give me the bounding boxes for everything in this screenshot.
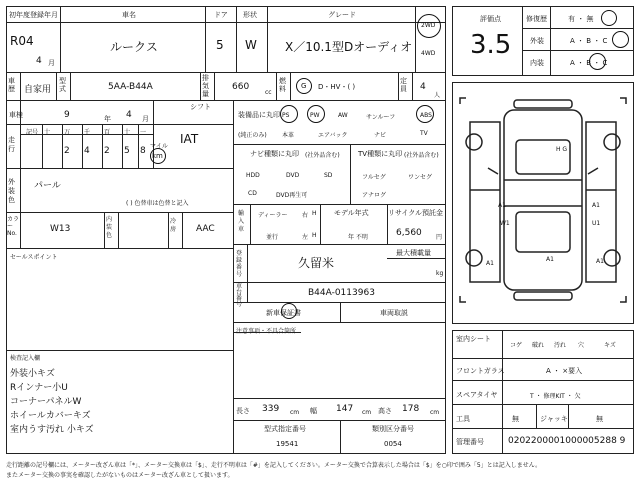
equipment-sub: (純正のみ) — [238, 132, 267, 139]
drive-4wd: 4WD — [421, 50, 436, 57]
diagram-a1-bottom-right: A1 — [596, 258, 604, 265]
type-label: 型式 — [59, 77, 66, 93]
tools-value: 無 — [512, 415, 519, 423]
footer-line1: 走行距離の記号欄には、メーター改ざん車は「*」、メーター交換車は「$」、走行不明車は「#」を記入してください。メーター交換で合算表示した場合は「$」を○印で囲み「5」とは記入しません。 — [6, 462, 542, 469]
sales-point-label: セールスポイント — [10, 254, 58, 261]
shift-value: IAT — [180, 132, 199, 146]
sheet-item: キズ — [604, 342, 616, 349]
spare-tire-value: T ・ 修理KIT ・ 欠 — [530, 393, 581, 400]
jack-label: ジャッキ — [540, 415, 568, 423]
footer-line2: またメーター交換の事実を確認したがないものはメーター改ざん車として扱います。 — [6, 472, 234, 479]
colorcode-label: カラーNo. — [7, 216, 20, 237]
equipment-item: AW — [338, 112, 348, 119]
reg-month: 4 — [36, 56, 42, 66]
inspection-label: 車検 — [9, 111, 23, 119]
import-left: 左 — [302, 234, 309, 241]
equipment-item: ABS — [420, 112, 432, 119]
class-cert-value: 0054 — [384, 440, 402, 448]
shape-label: 形状 — [243, 11, 257, 19]
equipment-item: PS — [282, 112, 290, 119]
equipment-item: TV — [420, 130, 428, 137]
grade-label: グレード — [328, 11, 356, 19]
reg-year: R04 — [10, 34, 34, 48]
import-parallel: 並行 — [266, 234, 279, 241]
recycle-unit: 円 — [436, 234, 443, 241]
inspection-year-unit: 年 — [104, 115, 111, 123]
max-load-label: 最大積載量 — [396, 249, 431, 257]
inspection-year: 9 — [64, 110, 70, 120]
fuel-label: 燃料 — [279, 77, 286, 93]
navi-item: DVD — [286, 172, 300, 179]
use-label: 車歴 — [8, 77, 15, 93]
use-value: 自家用 — [24, 85, 52, 95]
jack-value: 無 — [596, 415, 603, 423]
front-glass-value: A ・ ×要入 — [546, 367, 583, 375]
tv-item: フルセグ — [362, 174, 386, 181]
mileage-digit: 2 — [64, 146, 70, 156]
management-value: 0202200001000005288 9 — [508, 436, 626, 446]
chassis-value: B44A-0113963 — [308, 288, 375, 298]
mileage-digit: 5 — [124, 146, 130, 156]
degree-label: 修復歴 — [526, 15, 547, 23]
reg-year-label: 初年度登録年月 — [9, 11, 58, 19]
capacity-unit: 人 — [434, 92, 441, 99]
exterior-note: ( ) 色替車は色替と記入 — [126, 200, 189, 207]
inspector-note: ホイールカバーキズ — [10, 411, 91, 421]
type-cert-value: 19541 — [276, 440, 299, 448]
grade-value: X／10.1型Dオーディオ — [285, 40, 413, 54]
tools-label: 工具 — [456, 415, 470, 423]
recycle-value: 6,560 — [396, 228, 422, 238]
navi-item: HDD — [246, 172, 260, 179]
mileage-digit: 2 — [104, 146, 110, 156]
mile-label: マイル — [150, 143, 168, 150]
fuel-gasoline: G — [301, 82, 307, 90]
degree-values: 有 ・ 無 — [568, 15, 594, 23]
mileage-unit-header: 十 — [44, 129, 51, 136]
inspector-note: 外装小キズ — [10, 369, 55, 379]
mileage-unit-header: 一 — [140, 129, 147, 136]
sheet-item: 穴 — [578, 342, 585, 349]
interior-grade-values: A ・ B ・ C — [570, 59, 608, 67]
mileage-label: 走行 — [8, 136, 15, 153]
length-label: 長さ — [236, 407, 250, 415]
notes-label: 注意事項・不具合箇所 — [236, 328, 297, 335]
drive-2wd: 2WD — [421, 22, 436, 29]
type-cert-label: 型式指定番号 — [264, 425, 306, 433]
exterior-label: 外装色 — [8, 178, 15, 204]
diagram-hg: H G — [556, 146, 568, 153]
equipment-item: 本革 — [282, 132, 295, 139]
reg-month-unit: 月 — [48, 59, 55, 67]
shift-label: シフト — [190, 103, 211, 111]
mileage-unit-header: 十 — [124, 129, 131, 136]
capacity-value: 4 — [420, 82, 426, 92]
front-glass-label: フロントガラス — [456, 367, 505, 375]
inspector-note: 室内うす汚れ 小キズ — [10, 425, 94, 435]
car-name-label: 車名 — [122, 11, 136, 19]
km-label: km — [152, 152, 163, 160]
recycle-label: リサイクル預託金 — [388, 209, 444, 217]
model-value: 5AA-B44A — [108, 82, 153, 92]
mileage-digit: 4 — [84, 146, 90, 156]
registration-label: 登録番号 — [236, 250, 243, 278]
ac-label: 冷房 — [170, 218, 177, 233]
diagram-u1: U1 — [592, 220, 601, 227]
interior-sheet-label: 室内シート — [456, 335, 491, 343]
class-cert-label: 類別区分番号 — [372, 425, 414, 433]
diagram-a1-right: A1 — [592, 202, 600, 209]
manual-label: 車両取説 — [380, 309, 408, 317]
warranty-label: 新車保証書 — [266, 309, 301, 317]
colorcode-value: W13 — [50, 224, 71, 234]
body-shape: W — [245, 38, 257, 52]
interior-color-label: 内装色 — [106, 216, 113, 239]
navi-sub: (社外品含む) — [305, 152, 340, 159]
diagram-a1-bottom: A1 — [486, 260, 494, 267]
width-value: 147 — [336, 404, 354, 414]
fuel-other: D・HV・( ) — [318, 83, 356, 91]
import-h2: H — [312, 232, 317, 239]
diagram-a1-mid: A1 — [546, 256, 554, 263]
score-label: 評価点 — [480, 15, 501, 23]
chassis-label: 車台番号 — [236, 283, 243, 308]
mileage-digit: 8 — [140, 146, 146, 156]
car-name: ルークス — [110, 40, 158, 54]
spare-tire-label: スペアタイヤ — [456, 391, 498, 399]
mileage-unit-header: 万 — [64, 129, 71, 136]
inspector-note: Rインナー小U — [10, 383, 68, 393]
sheet-item: コゲ — [510, 342, 523, 349]
equipment-label: 装備品に丸印 — [238, 111, 280, 119]
import-right: 右 — [302, 212, 309, 219]
equipment-item: ナビ — [374, 132, 387, 139]
width-unit: cm — [362, 409, 372, 416]
import-label: 輸入車 — [238, 210, 245, 233]
height-value: 178 — [402, 404, 420, 414]
navi-item: CD — [248, 190, 257, 197]
sheet-item: 破れ — [532, 342, 545, 349]
tv-item: ワンセグ — [408, 174, 433, 181]
model-year-value: 年 不明 — [348, 234, 368, 241]
height-unit: cm — [430, 409, 440, 416]
management-label: 管理番号 — [456, 438, 484, 446]
inspector-label: 検査記入欄 — [10, 355, 41, 362]
inspector-note: コーナーパネルW — [10, 397, 82, 407]
mileage-unit-header: 千 — [84, 129, 91, 136]
interior-grade-label: 内装 — [530, 59, 544, 67]
exterior-color: パール — [34, 181, 61, 191]
door-count: 5 — [216, 38, 224, 52]
inspection-month: 4 — [126, 110, 132, 120]
ac-value: AAC — [196, 224, 215, 234]
sheet-item: 汚れ — [554, 342, 567, 349]
length-unit: cm — [290, 409, 300, 416]
capacity-label: 定員 — [400, 77, 407, 93]
height-label: 高さ — [378, 407, 392, 415]
score-value: 3.5 — [470, 30, 512, 60]
diagram-a1-left: A1 — [498, 202, 506, 209]
navi-label: ナビ種類に丸印 — [250, 150, 299, 158]
max-load-unit: kg — [436, 270, 444, 277]
door-label: ドア — [214, 11, 228, 19]
equipment-item: サンルーフ — [366, 114, 396, 121]
mileage-unit-header: 百 — [104, 129, 111, 136]
inspection-month-unit: 月 — [142, 115, 149, 123]
equipment-item: PW — [310, 112, 320, 119]
registration-value: 久留米 — [298, 256, 335, 270]
equipment-item: エアバック — [318, 132, 348, 139]
navi-item: SD — [324, 172, 333, 179]
navi-item: DVD再生可 — [276, 192, 308, 199]
tv-sub: (社外品含む) — [404, 152, 439, 159]
model-year-label: モデル年式 — [334, 209, 369, 217]
exterior-grade-values: A ・ B ・ C — [570, 37, 608, 45]
tv-label: TV種類に丸印 — [358, 150, 403, 158]
tv-item: アナログ — [362, 192, 387, 199]
displacement-label: 排気量 — [202, 74, 209, 98]
mileage-unit-header: 記号 — [26, 129, 39, 136]
exterior-grade-label: 外装 — [530, 37, 544, 45]
cc-unit: cc — [265, 89, 272, 96]
width-label: 幅 — [310, 407, 317, 415]
length-value: 339 — [262, 404, 280, 414]
diagram-w1: W1 — [500, 220, 510, 227]
import-h1: H — [312, 210, 317, 217]
import-dealer: ディーラー — [258, 212, 288, 219]
displacement-value: 660 — [232, 82, 250, 92]
